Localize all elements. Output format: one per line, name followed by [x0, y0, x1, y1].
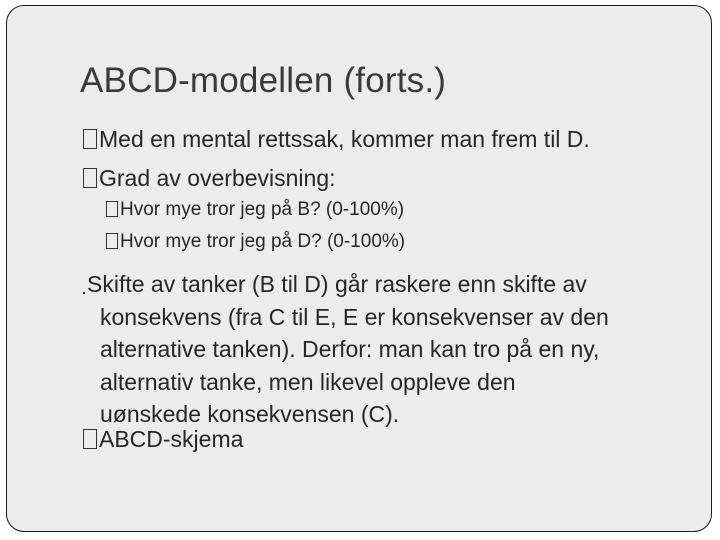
bullet-item	[83, 424, 243, 454]
sub-bullet-item	[106, 198, 404, 222]
bullet-item	[83, 163, 336, 193]
bullet-box-icon	[106, 233, 118, 249]
slide	[6, 5, 712, 532]
sub-bullet-text: Hvor mye tror jeg på D? (0-100%)	[120, 231, 406, 252]
bullet-text: Med en mental rettssak, kommer man frem til D.	[99, 126, 590, 152]
bullet-item	[83, 124, 590, 154]
paragraph-line: alternative tanken). Derfor: man kan tro på en ny,	[100, 336, 600, 362]
slide-title: ABCD-modellen (forts.)	[80, 61, 447, 100]
sub-bullet-text: Hvor mye tror jeg på B? (0-100%)	[120, 199, 405, 220]
paragraph-line: konsekvens (fra C til E, E er konsekvenser av den	[100, 303, 609, 330]
paragraph-bullet	[83, 268, 703, 431]
bullet-box-icon	[83, 429, 97, 449]
paragraph-line: Skifte av tanker (B til D) går raskere enn skifte av	[87, 271, 587, 297]
paragraph-line: alternativ tanke, men likevel oppleve den	[100, 368, 516, 395]
sub-bullet-item	[106, 230, 405, 254]
bullet-box-icon	[106, 201, 118, 217]
bullet-text: Grad av overbevisning:	[99, 165, 336, 191]
bullet-text: ABCD-skjema	[99, 426, 244, 452]
bullet-box-icon	[83, 129, 97, 149]
paragraph-line: uønskede konsekvensen (C).	[100, 401, 400, 427]
bullet-box-icon	[83, 168, 97, 188]
bullet-box-icon	[83, 292, 85, 294]
